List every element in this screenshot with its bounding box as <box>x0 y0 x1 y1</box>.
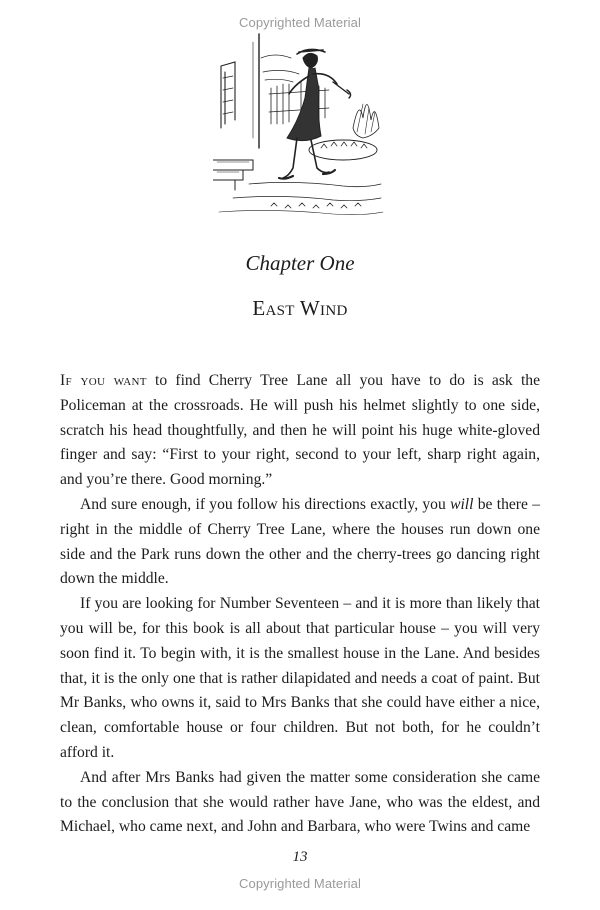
copyright-watermark-top: Copyrighted Material <box>239 15 361 30</box>
paragraph-1-text: to find Cherry Tree Lane all you have to do is ask the Policeman at the crossroads. He will push his helmet slightly to one side, scratch his head thoughtfully, and then he will point his huge white-gloved finger and say: “First to your right, second to your left, sharp right again, and you’re there. Good morning.” <box>60 372 541 489</box>
page-number: 13 <box>292 849 308 865</box>
paragraph-2-emphasis: will <box>450 495 474 513</box>
chapter-title-text: East Wind <box>252 296 348 320</box>
paragraph-1 <box>60 369 540 493</box>
chapter-illustration <box>213 28 385 220</box>
paragraph-3 <box>60 592 540 766</box>
paragraph-2-text-after: be there – right in the middle of Cherry Tree Lane, where the houses run down one side and the Park runs down the other and the cherry-trees go dancing right down the middle. <box>60 495 540 588</box>
paragraph-3-text: If you are looking for Number Seventeen – and it is more than likely that you will be, for this book is all about that particular house – you will very soon find it. To begin with, it is the smallest house in the Lane. And besides that, it is the only one that is rather dilapidated and needs a coat of paint. But Mr Banks, who owns it, said to Mrs Banks that she could have either a nice, clean, comfortable house or four children. But not both, for he couldn’t afford it. <box>60 595 540 761</box>
copyright-watermark-bottom: Copyrighted Material <box>239 876 361 891</box>
chapter-title-heading <box>0 296 600 321</box>
paragraph-2-text-before: And sure enough, if you follow his directions exactly, you <box>80 495 451 513</box>
body-text <box>60 369 540 840</box>
paragraph-4 <box>60 766 540 840</box>
paragraph-4-text: And after Mrs Banks had given the matter some consideration she came to the conclusion that she would rather have Jane, who was the eldest, and Michael, who came next, and John and Barbara, who were Twins and came <box>60 768 540 836</box>
paragraph-2 <box>60 493 540 592</box>
paragraph-lead-in: If you want <box>60 372 147 389</box>
chapter-number-heading: Chapter One <box>245 251 355 275</box>
